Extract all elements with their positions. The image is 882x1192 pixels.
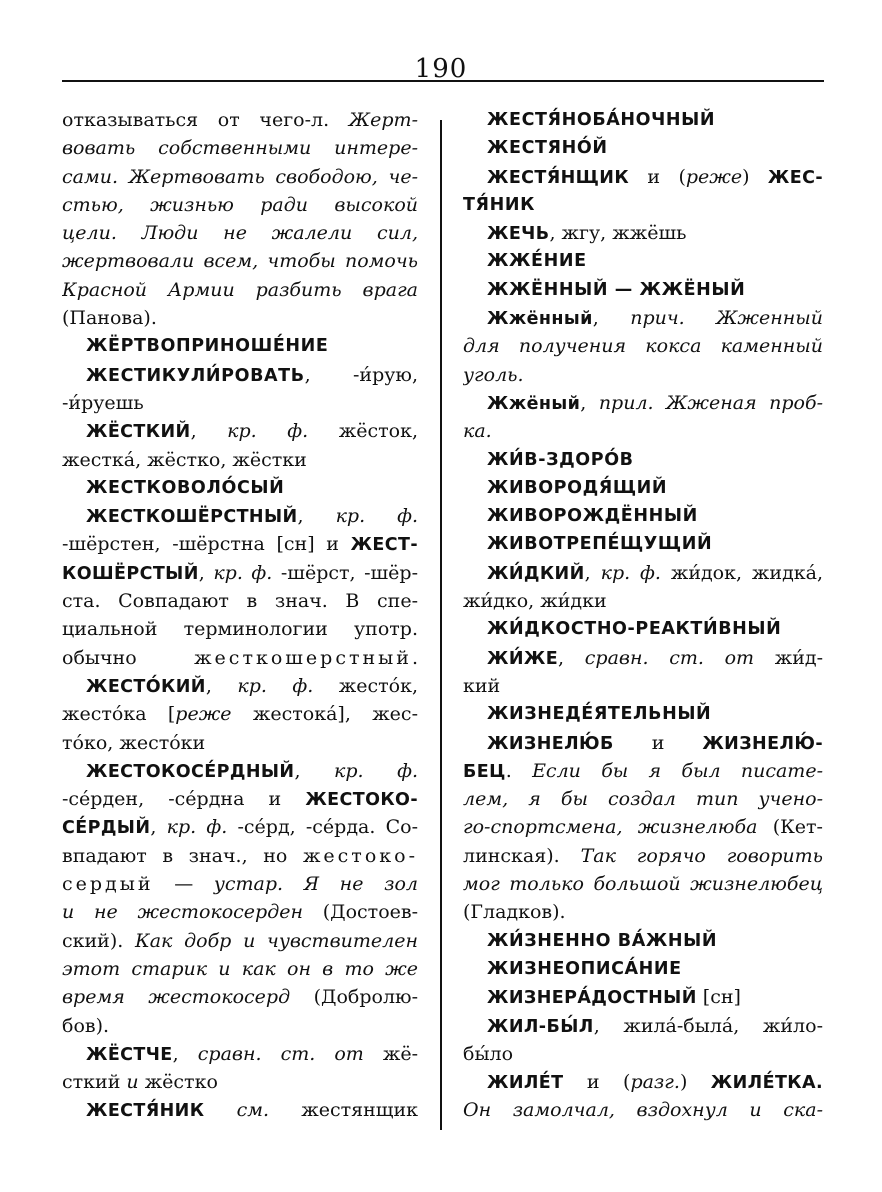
- line-text: жёстко: [138, 1071, 218, 1094]
- line-text: жи́док, жидка́,: [660, 561, 823, 584]
- line-text: ский).: [62, 929, 136, 952]
- headword: КОШЁРСТЫЙ: [62, 563, 199, 584]
- grammar-label: и: [126, 1071, 139, 1094]
- example-text: Он замолчал, вздохнул и ска-: [463, 1099, 823, 1122]
- line-text: жёсток,: [308, 420, 418, 443]
- header-rule: [62, 80, 824, 82]
- line-text: ,: [592, 307, 631, 330]
- dictionary-line: [62, 644, 418, 672]
- line-text: кий: [463, 674, 501, 697]
- dictionary-line: [62, 785, 418, 813]
- line-text: (Достоев-: [303, 901, 418, 924]
- line-text: и: [613, 731, 703, 754]
- line-text: то́ко, жесто́ки: [62, 731, 206, 754]
- example-text: прич. Жженный: [630, 307, 823, 330]
- example-text: уголь.: [463, 363, 524, 386]
- entry-headword: [463, 219, 823, 247]
- line-text: ста. Совпадают в знач. В спе-: [62, 590, 418, 613]
- entry-subheadword: [463, 389, 823, 417]
- line-text: линская).: [463, 844, 581, 867]
- entry-headword: [463, 134, 823, 162]
- grammar-label: сравн. ст. от: [584, 646, 755, 669]
- line-text: ,: [198, 561, 214, 584]
- line-text: , жгу, жжёшь: [549, 222, 687, 245]
- headword: ЖИВОРОДЯ́ЩИЙ: [487, 477, 668, 498]
- example-text: и не жестокосерден: [62, 901, 304, 924]
- example-text: время жестокосерд: [62, 986, 291, 1009]
- grammar-label: реже: [685, 165, 743, 188]
- line-text: ): [679, 1071, 711, 1094]
- entry-headword: [463, 163, 823, 191]
- headword: ЖЕСТЯНО́Й: [487, 138, 608, 159]
- dictionary-line: [62, 587, 418, 615]
- entry-headword: [463, 927, 823, 955]
- dictionary-line: [62, 559, 418, 587]
- dictionary-line: [62, 729, 418, 757]
- headword: ЖИЛЕ́Т: [487, 1073, 564, 1094]
- dictionary-line: [463, 361, 823, 389]
- spaced-word: жестоко-: [302, 844, 418, 867]
- headword: ЖЕЧЬ: [487, 224, 550, 245]
- headword: ЖЖЕ́НИЕ: [487, 251, 587, 272]
- example-text: прил. Жженая проб-: [598, 391, 823, 414]
- example-text: устар. Я не зол: [213, 873, 418, 896]
- entry-headword: [463, 530, 823, 558]
- dictionary-line: [463, 898, 823, 926]
- headword: ЖИЛЕ́ТКА: [710, 1073, 816, 1094]
- entry-headword: [62, 361, 418, 389]
- entry-headword: [62, 474, 418, 502]
- headword: ЖИЗНЕОПИСА́НИЕ: [487, 958, 682, 979]
- line-text: -се́рд, -се́рда. Со-: [227, 816, 418, 839]
- example-text: Как добр и чувствителен: [135, 929, 418, 952]
- dictionary-line: [62, 700, 418, 728]
- entry-headword: [463, 615, 823, 643]
- example-text: ка.: [463, 420, 492, 443]
- entry-headword: [463, 106, 823, 134]
- line-text: ,: [297, 505, 336, 528]
- example-text: Красной Армии разбить врага: [62, 278, 418, 301]
- line-text: (Панова).: [62, 307, 157, 330]
- example-text: Если бы я был писате-: [532, 759, 823, 782]
- grammar-label: см.: [236, 1099, 270, 1122]
- example-text: го-спортсмена, жизнелюба: [463, 816, 758, 839]
- line-text: —: [153, 873, 214, 896]
- line-text: , -и́рую,: [304, 363, 418, 386]
- example-text: лем, я бы создал тип учено-: [463, 788, 823, 811]
- grammar-label: кр. ф.: [166, 816, 228, 839]
- headword: ЖЁСТЧЕ: [86, 1044, 173, 1065]
- grammar-label: кр. ф.: [334, 759, 418, 782]
- example-text: сами. Жертвовать свободою, че-: [62, 165, 418, 188]
- entry-headword: [463, 955, 823, 983]
- grammar-label: разг.: [630, 1071, 680, 1094]
- line-text: жи́д-: [754, 646, 823, 669]
- grammar-label: кр. ф.: [600, 561, 661, 584]
- line-text: -шёрст, -шёр-: [272, 561, 418, 584]
- dictionary-line: [62, 219, 418, 247]
- entry-headword: [463, 502, 823, 530]
- headword: .: [815, 1073, 823, 1094]
- grammar-label: кр. ф.: [227, 420, 309, 443]
- line-text: циальной терминологии употр.: [62, 618, 418, 641]
- line-text: бы́ло: [463, 1042, 514, 1065]
- dictionary-line: [62, 530, 418, 558]
- entry-subheadword: [463, 304, 823, 332]
- line-text: ,: [150, 816, 167, 839]
- headword: ЖИЗНЕЛЮ́Б: [487, 733, 614, 754]
- line-text: [сн]: [696, 986, 741, 1009]
- line-text: впадают в знач., но: [62, 844, 303, 867]
- example-text: стью, жизнью ради высокой: [62, 193, 418, 216]
- line-text: [204, 1099, 236, 1121]
- entry-headword: [463, 276, 823, 304]
- entry-headword: [62, 1040, 418, 1068]
- line-text: .: [411, 646, 418, 669]
- entry-headword: [463, 474, 823, 502]
- headword: ЖИЛ-БЫ́Л: [487, 1016, 594, 1037]
- example-text: мог только большой жизнелюбец: [463, 873, 823, 896]
- headword: ЖЕСТИКУЛИ́РОВАТЬ: [86, 365, 305, 386]
- headword: ЖИЗНЕРА́ДОСТНЫЙ: [487, 988, 697, 1009]
- example-text: цели. Люди не жалели сил,: [62, 222, 418, 245]
- line-text: жесто́к,: [313, 674, 418, 697]
- column-divider: [440, 120, 442, 1130]
- dictionary-line: [463, 587, 823, 615]
- headword: ЖЕСТ-: [350, 535, 418, 556]
- entry-headword: [463, 559, 823, 587]
- grammar-label: кр. ф.: [237, 674, 314, 697]
- dictionary-line: [62, 1068, 418, 1096]
- line-text: сткий: [62, 1071, 127, 1094]
- entry-headword: [463, 729, 823, 757]
- line-text: ,: [294, 759, 335, 782]
- dictionary-line: [62, 927, 418, 955]
- line-text: жи́дко, жи́дки: [463, 590, 607, 613]
- example-text: Жерт-: [348, 109, 418, 131]
- example-text: для получения кокса каменный: [463, 335, 823, 358]
- line-text: бов).: [62, 1014, 110, 1037]
- dictionary-line: [62, 955, 418, 983]
- dictionary-line: [62, 106, 418, 134]
- line-text: ,: [190, 420, 228, 443]
- line-text: обычно: [62, 646, 195, 669]
- dictionary-line: [463, 842, 823, 870]
- line-text: -се́рден, -се́рдна и: [62, 788, 306, 811]
- headword: ЖЁРТВОПРИНОШЕ́НИЕ: [86, 336, 329, 357]
- headword: ЖЖЁННЫЙ — ЖЖЁНЫЙ: [487, 279, 746, 300]
- dictionary-line: [62, 983, 418, 1011]
- line-text: ,: [558, 646, 585, 669]
- headword: ТЯ́НИК: [463, 194, 536, 215]
- headword: ЖЕСТОКО-: [305, 790, 418, 811]
- headword: ЖИ́ЗНЕННО ВА́ЖНЫЙ: [487, 930, 718, 951]
- headword: БЕЦ: [463, 761, 506, 782]
- dictionary-line: [463, 813, 823, 841]
- line-text: отказываться от чего-л.: [62, 109, 349, 131]
- line-text: и (: [629, 165, 686, 188]
- example-text: этот старик и как он в то же: [62, 957, 418, 980]
- entry-headword: [463, 1012, 823, 1040]
- entry-headword: [62, 1096, 418, 1124]
- entry-headword: [62, 502, 418, 530]
- headword: ЖИЗНЕДЕ́ЯТЕЛЬНЫЙ: [487, 704, 712, 725]
- entry-headword: [463, 644, 823, 672]
- headword: ЖЕС-: [767, 167, 823, 188]
- dictionary-line: [463, 870, 823, 898]
- headword: ЖИВОТРЕПЕ́ЩУЩИЙ: [487, 534, 713, 555]
- entry-headword: [62, 417, 418, 445]
- entry-headword: [463, 983, 823, 1011]
- headword: ЖИ́В-ЗДОРО́В: [487, 449, 634, 470]
- line-text: .: [505, 759, 533, 782]
- dictionary-line: [62, 842, 418, 870]
- headword: ЖЁСТКИЙ: [86, 422, 191, 443]
- headword: ЖЕСТОКОСЕ́РДНЫЙ: [86, 761, 295, 782]
- dictionary-line: [62, 1012, 418, 1040]
- line-text: -шёрстен, -шёрстна [сн] и: [62, 533, 351, 556]
- example-text: Так горячо говорить: [580, 844, 823, 867]
- page-number: 190: [414, 54, 468, 84]
- line-text: (Кет-: [757, 816, 823, 839]
- grammar-label: кр. ф.: [213, 561, 273, 584]
- headword: ЖИ́ДКОСТНО-РЕАКТИ́ВНЫЙ: [487, 619, 782, 640]
- spaced-word: жесткошерстный: [194, 646, 412, 669]
- line-text: ): [742, 165, 768, 188]
- dictionary-line: [62, 870, 418, 898]
- line-text: жесто́ка [: [62, 703, 176, 726]
- dictionary-line: [62, 304, 418, 332]
- headword: СЕ́РДЫЙ: [62, 818, 151, 839]
- grammar-label: реже: [175, 703, 232, 726]
- line-text: (Гладков).: [463, 901, 566, 924]
- line-text: ,: [584, 561, 601, 584]
- dictionary-line: [62, 898, 418, 926]
- dictionary-line: [62, 615, 418, 643]
- headword: ЖЕСТО́КИЙ: [86, 676, 206, 697]
- headword: ЖИЗНЕЛЮ́-: [702, 733, 823, 754]
- grammar-label: кр. ф.: [335, 505, 418, 528]
- dictionary-line: [62, 446, 418, 474]
- line-text: -и́руешь: [62, 391, 144, 414]
- line-text: жестока́], жес-: [231, 703, 418, 726]
- dictionary-line: [62, 247, 418, 275]
- dictionary-line: [463, 757, 823, 785]
- headword: ЖЕСТЯ́НИК: [86, 1101, 205, 1122]
- headword: ЖИ́ЖЕ: [487, 648, 559, 669]
- entry-headword: [62, 332, 418, 360]
- line-text: жестянщик: [269, 1099, 418, 1122]
- line-text: жё-: [363, 1042, 418, 1065]
- dictionary-line: [62, 163, 418, 191]
- entry-headword: [463, 446, 823, 474]
- line-text: жестка́, жёстко, жёстки: [62, 448, 307, 471]
- headword: Жжённый: [487, 309, 593, 330]
- headword: Жжёный: [487, 393, 581, 414]
- dictionary-line: [62, 389, 418, 417]
- dictionary-line: [62, 134, 418, 162]
- headword: ЖЕСТЯ́НОБА́НОЧНЫЙ: [487, 110, 716, 130]
- grammar-label: сравн. ст. от: [197, 1042, 364, 1065]
- line-text: (Добролю-: [290, 986, 418, 1009]
- dictionary-line: [463, 785, 823, 813]
- entry-headword: [463, 700, 823, 728]
- entry-headword: [62, 672, 418, 700]
- example-text: жертвовали всем, чтобы помочь: [62, 250, 418, 273]
- spaced-word: сердый: [62, 873, 154, 896]
- left-column: [62, 106, 418, 1125]
- line-text: ,: [205, 674, 238, 697]
- dictionary-line: [463, 191, 823, 219]
- right-column: [463, 106, 823, 1125]
- dictionary-line: [62, 276, 418, 304]
- entry-headword: [463, 247, 823, 275]
- dictionary-line: [62, 191, 418, 219]
- headword: ЖИ́ДКИЙ: [487, 563, 585, 584]
- entry-headword: [463, 1068, 823, 1096]
- example-text: вовать собственными интере-: [62, 137, 418, 160]
- dictionary-line: [463, 672, 823, 700]
- dictionary-line: [463, 1040, 823, 1068]
- headword: ЖЕСТКОВОЛО́СЫЙ: [86, 477, 285, 498]
- headword: ЖИВОРОЖДЁННЫЙ: [487, 506, 698, 527]
- dictionary-line: [463, 332, 823, 360]
- line-text: и (: [563, 1071, 631, 1094]
- dictionary-line: [463, 1096, 823, 1124]
- line-text: ,: [580, 391, 599, 414]
- dictionary-line: [62, 813, 418, 841]
- headword: ЖЕСТЯ́НЩИК: [487, 167, 630, 188]
- line-text: ,: [172, 1042, 198, 1065]
- dictionary-line: [463, 417, 823, 445]
- line-text: , жила́-была́, жи́ло-: [593, 1014, 823, 1037]
- entry-headword: [62, 757, 418, 785]
- headword: ЖЕСТКОШЁРСТНЫЙ: [86, 507, 298, 528]
